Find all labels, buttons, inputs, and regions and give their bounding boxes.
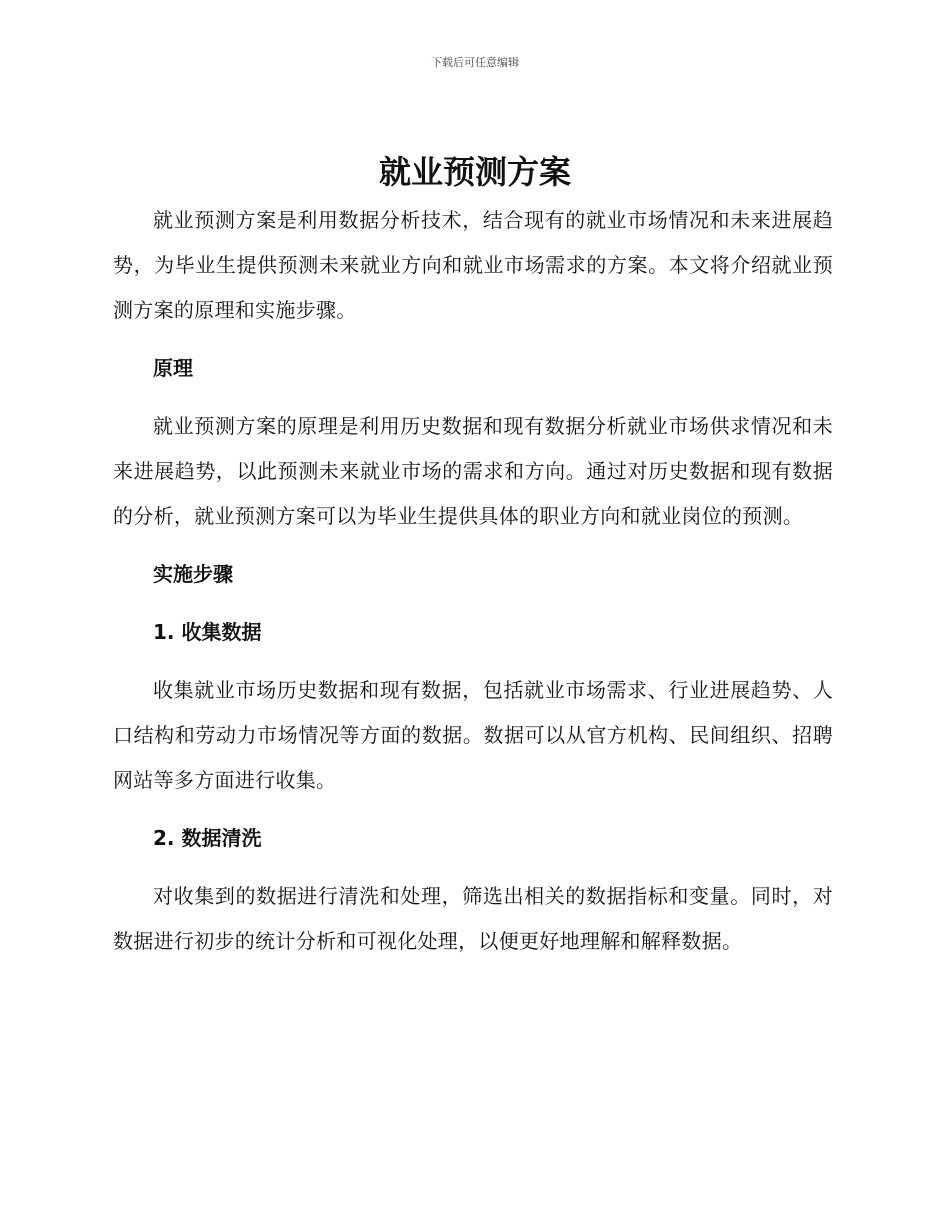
- spacer: [113, 391, 833, 404]
- principle-paragraph: 就业预测方案的原理是利用历史数据和现有数据分析就业市场供求情况和未来进展趋势，以此预测未来就业市场的需求和方向。通过对历史数据和现有数据的分析，就业预测方案可以为毕业生提供具体的职业方向和就业岗位的预测。: [113, 414, 833, 528]
- document-title: 就业预测方案: [378, 153, 571, 191]
- spacer: [113, 655, 833, 668]
- spacer: [113, 803, 833, 816]
- header-note: 下载后可任意编辑: [431, 56, 519, 69]
- spacer: [113, 861, 833, 874]
- spacer: [113, 597, 833, 610]
- document-body: [113, 198, 833, 964]
- intro-paragraph: 就业预测方案是利用数据分析技术，结合现有的就业市场情况和未来进展趋势，为毕业生提供预测未来就业方向和就业市场需求的方案。本文将介绍就业预测方案的原理和实施步骤。: [113, 208, 833, 322]
- step1-paragraph: 收集就业市场历史数据和现有数据，包括就业市场需求、行业进展趋势、人口结构和劳动力市场情况等方面的数据。数据可以从官方机构、民间组织、招聘网站等多方面进行收集。: [113, 678, 833, 792]
- spacer: [113, 539, 833, 552]
- step2-heading: 2. 数据清洗: [153, 826, 262, 850]
- section-heading-principle: 原理: [153, 356, 193, 380]
- section-heading-steps: 实施步骤: [153, 562, 233, 586]
- step1-heading: 1. 收集数据: [153, 620, 262, 644]
- step2-paragraph: 对收集到的数据进行清洗和处理，筛选出相关的数据指标和变量。同时，对数据进行初步的统计分析和可视化处理，以便更好地理解和解释数据。: [113, 884, 833, 953]
- spacer: [113, 333, 833, 346]
